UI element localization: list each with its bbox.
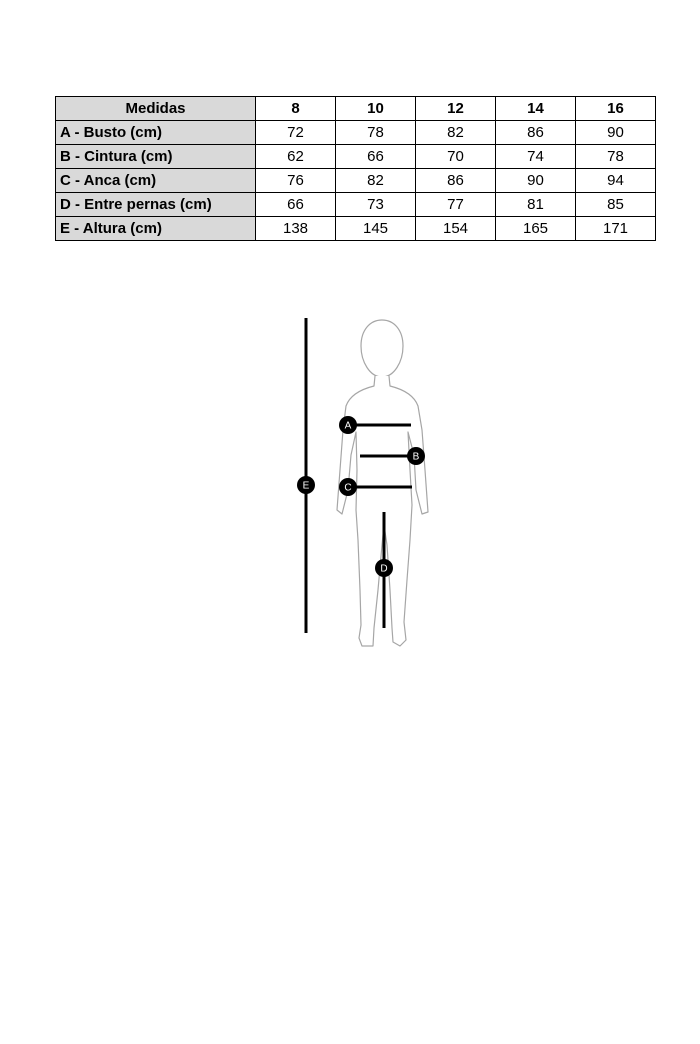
marker-d [375,559,393,577]
table-cell: 72 [256,121,336,145]
marker-c [339,478,357,496]
table-cell: 76 [256,169,336,193]
size-chart-table [55,96,656,241]
marker-d-label: D [380,563,388,575]
marker-a-label: A [344,420,352,432]
header-measurements: Medidas [56,97,256,121]
table-cell: 90 [576,121,656,145]
marker-e [297,476,315,494]
table-cell: 81 [496,193,576,217]
table-cell: 85 [576,193,656,217]
row-label: A - Busto (cm) [56,121,256,145]
table-cell: 94 [576,169,656,193]
table-cell: 171 [576,217,656,241]
table-cell: 78 [336,121,416,145]
table-cell: 73 [336,193,416,217]
header-size: 14 [496,97,576,121]
header-size: 12 [416,97,496,121]
table-cell: 82 [336,169,416,193]
table-cell: 70 [416,145,496,169]
table-cell: 66 [336,145,416,169]
table-cell: 138 [256,217,336,241]
table-cell: 165 [496,217,576,241]
header-size: 8 [256,97,336,121]
table-cell: 62 [256,145,336,169]
table-row [56,169,656,193]
table-cell: 154 [416,217,496,241]
row-label: C - Anca (cm) [56,169,256,193]
marker-b-label: B [412,451,420,463]
table-cell: 77 [416,193,496,217]
table-row [56,193,656,217]
row-label: B - Cintura (cm) [56,145,256,169]
table-cell: 66 [256,193,336,217]
table-cell: 145 [336,217,416,241]
table-row [56,217,656,241]
marker-c-label: C [344,482,352,494]
table-cell: 86 [416,169,496,193]
table-cell: 78 [576,145,656,169]
row-label: D - Entre pernas (cm) [56,193,256,217]
table-row [56,121,656,145]
table-row [56,145,656,169]
header-size: 10 [336,97,416,121]
table-header-row [56,97,656,121]
table-cell: 90 [496,169,576,193]
marker-a [339,416,357,434]
row-label: E - Altura (cm) [56,217,256,241]
header-size: 16 [576,97,656,121]
body-measurement-diagram [280,310,460,655]
table-cell: 82 [416,121,496,145]
marker-b [407,447,425,465]
marker-e-label: E [302,480,310,492]
table-cell: 86 [496,121,576,145]
table-cell: 74 [496,145,576,169]
